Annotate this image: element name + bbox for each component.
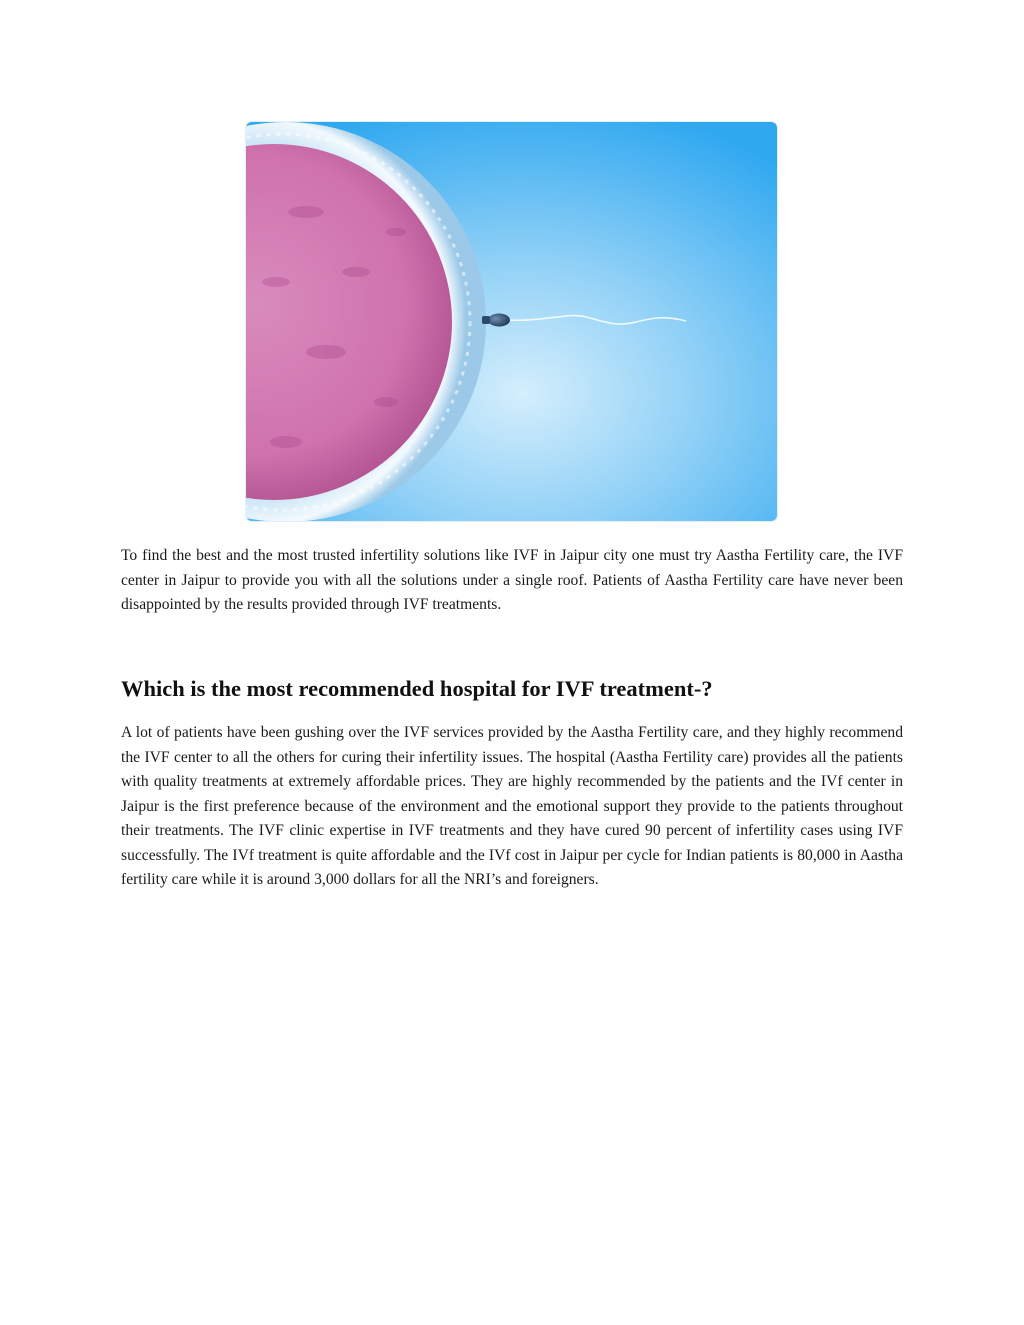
egg-sperm-illustration: [246, 122, 777, 521]
egg-sperm-image: [246, 122, 777, 521]
section-paragraph: A lot of patients have been gushing over the IVF services provided by the Aastha Fertility care, and they highly recommend the IVF center to all the others for curing their infertility issues. The hospital (Aastha Fertility care) provides all the patients with quality treatments at extremely affordable prices. They are highly recommended by the patients and the IVf center in Jaipur is the first preference because of the environment and the emotional support they provide to the patients throughout their treatments. The IVF clinic expertise in IVF treatments and they have cured 90 percent of infertility cases using IVF successfully. The IVf treatment is quite affordable and the IVf cost in Jaipur per cycle for Indian patients is 80,000 in Aastha fertility care while it is around 3,000 dollars for all the NRI’s and foreigners.: [121, 724, 903, 888]
section-heading: Which is the most recommended hospital for IVF treatment-?: [121, 676, 713, 701]
sperm-head: [488, 314, 510, 327]
intro-paragraph: To find the best and the most trusted infertility solutions like IVF in Jaipur city one must try Aastha Fertility care, the IVF center in Jaipur to provide you with all the solutions under a single roof. Patients of Aastha Fertility care have never been disappointed by the results provided through IVF treatments.: [121, 547, 903, 613]
